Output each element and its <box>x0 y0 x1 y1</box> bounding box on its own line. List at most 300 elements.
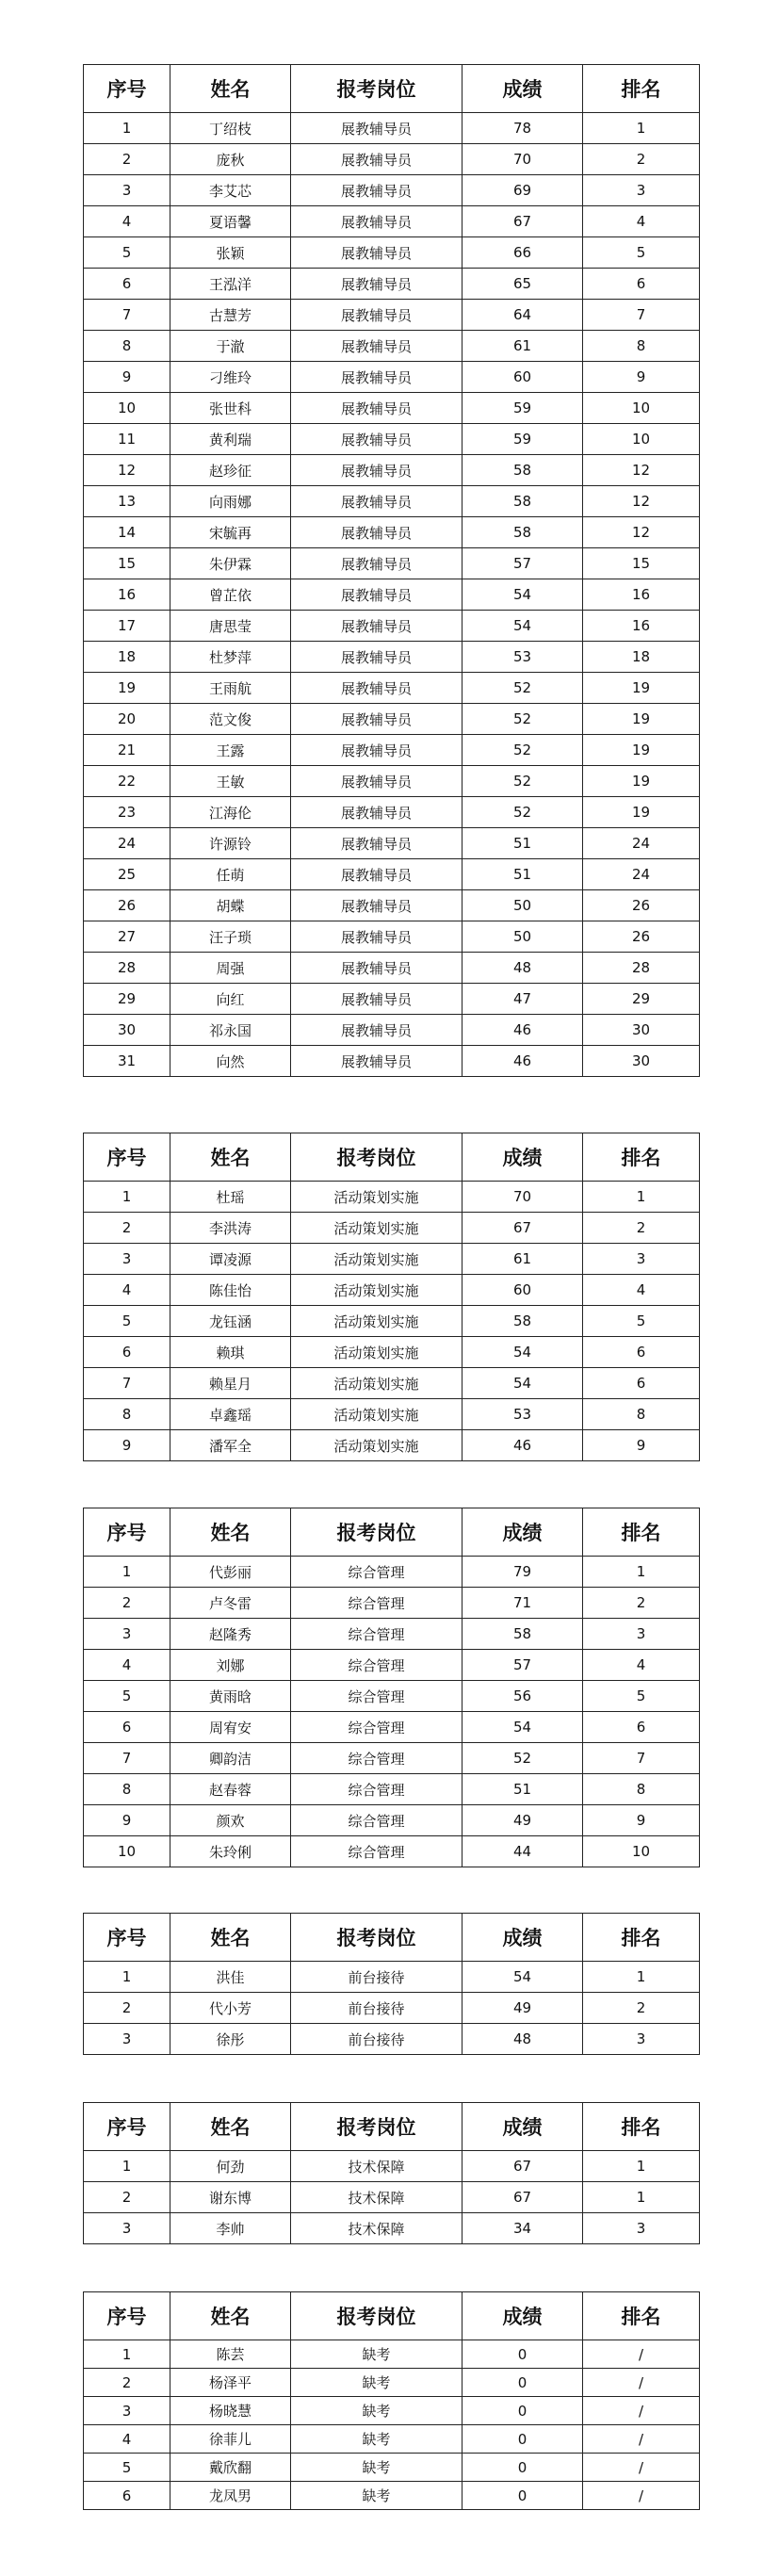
cell-name: 江海伦 <box>170 797 291 828</box>
table-row <box>84 548 700 579</box>
cell-score: 0 <box>463 2397 583 2425</box>
results-table-4 <box>83 1913 699 2055</box>
cell-seq: 16 <box>84 579 170 611</box>
cell-rank: 2 <box>583 1213 700 1244</box>
cell-rank: / <box>583 2397 700 2425</box>
cell-name: 徐彤 <box>170 2024 291 2055</box>
cell-rank: 24 <box>583 828 700 859</box>
table-row <box>84 424 700 455</box>
cell-seq: 14 <box>84 517 170 548</box>
table-row <box>84 1681 700 1712</box>
table-header-row <box>84 1914 700 1962</box>
table-row <box>84 1805 700 1836</box>
cell-name: 李洪涛 <box>170 1213 291 1244</box>
table-header-row <box>84 1133 700 1182</box>
cell-post: 展教辅导员 <box>291 113 463 144</box>
table-row <box>84 2182 700 2213</box>
cell-name: 杨泽平 <box>170 2369 291 2397</box>
cell-seq: 18 <box>84 642 170 673</box>
cell-name: 向红 <box>170 984 291 1015</box>
cell-score: 49 <box>463 1993 583 2024</box>
table-row <box>84 1836 700 1867</box>
header-post: 报考岗位 <box>291 2292 463 2340</box>
cell-seq: 22 <box>84 766 170 797</box>
cell-seq: 30 <box>84 1015 170 1046</box>
cell-post: 活动策划实施 <box>291 1368 463 1399</box>
cell-name: 周宥安 <box>170 1712 291 1743</box>
cell-name: 赖琪 <box>170 1337 291 1368</box>
header-rank: 排名 <box>583 1914 700 1962</box>
cell-score: 0 <box>463 2340 583 2369</box>
cell-score: 66 <box>463 237 583 269</box>
cell-post: 展教辅导员 <box>291 424 463 455</box>
table-row <box>84 859 700 890</box>
cell-seq: 15 <box>84 548 170 579</box>
cell-seq: 1 <box>84 1962 170 1993</box>
cell-post: 缺考 <box>291 2340 463 2369</box>
cell-name: 卿韵洁 <box>170 1743 291 1774</box>
table-row <box>84 1619 700 1650</box>
cell-score: 34 <box>463 2213 583 2244</box>
cell-score: 61 <box>463 331 583 362</box>
cell-seq: 4 <box>84 1650 170 1681</box>
cell-name: 丁绍枝 <box>170 113 291 144</box>
cell-post: 综合管理 <box>291 1774 463 1805</box>
cell-seq: 19 <box>84 673 170 704</box>
cell-name: 王泓洋 <box>170 269 291 300</box>
cell-rank: 8 <box>583 331 700 362</box>
cell-seq: 12 <box>84 455 170 486</box>
cell-rank: 6 <box>583 1368 700 1399</box>
table-row <box>84 2425 700 2454</box>
cell-post: 活动策划实施 <box>291 1430 463 1461</box>
header-score: 成绩 <box>463 1508 583 1557</box>
cell-score: 70 <box>463 144 583 175</box>
table-row <box>84 1743 700 1774</box>
cell-seq: 9 <box>84 362 170 393</box>
cell-seq: 6 <box>84 1712 170 1743</box>
cell-post: 综合管理 <box>291 1588 463 1619</box>
table-row <box>84 1557 700 1588</box>
cell-score: 51 <box>463 1774 583 1805</box>
table-row <box>84 673 700 704</box>
cell-score: 65 <box>463 269 583 300</box>
cell-post: 展教辅导员 <box>291 517 463 548</box>
table-row <box>84 2454 700 2482</box>
cell-post: 缺考 <box>291 2454 463 2482</box>
cell-rank: / <box>583 2425 700 2454</box>
cell-post: 活动策划实施 <box>291 1244 463 1275</box>
table-row <box>84 393 700 424</box>
cell-score: 60 <box>463 362 583 393</box>
cell-seq: 17 <box>84 611 170 642</box>
header-post: 报考岗位 <box>291 65 463 113</box>
header-score: 成绩 <box>463 65 583 113</box>
cell-score: 0 <box>463 2369 583 2397</box>
cell-name: 汪子琐 <box>170 921 291 953</box>
cell-score: 58 <box>463 455 583 486</box>
cell-seq: 9 <box>84 1805 170 1836</box>
results-table-grid <box>83 2291 700 2510</box>
cell-post: 展教辅导员 <box>291 206 463 237</box>
cell-name: 范文俊 <box>170 704 291 735</box>
cell-name: 黄利瑞 <box>170 424 291 455</box>
header-rank: 排名 <box>583 2103 700 2151</box>
table-row <box>84 828 700 859</box>
cell-score: 79 <box>463 1557 583 1588</box>
cell-rank: 2 <box>583 144 700 175</box>
table-row <box>84 1430 700 1461</box>
cell-post: 展教辅导员 <box>291 1046 463 1077</box>
cell-rank: 19 <box>583 735 700 766</box>
cell-seq: 27 <box>84 921 170 953</box>
table-row <box>84 175 700 206</box>
cell-score: 69 <box>463 175 583 206</box>
cell-seq: 3 <box>84 175 170 206</box>
cell-post: 缺考 <box>291 2425 463 2454</box>
cell-seq: 3 <box>84 2213 170 2244</box>
cell-score: 78 <box>463 113 583 144</box>
cell-score: 61 <box>463 1244 583 1275</box>
table-row <box>84 300 700 331</box>
cell-name: 赵珍征 <box>170 455 291 486</box>
cell-post: 展教辅导员 <box>291 579 463 611</box>
cell-seq: 7 <box>84 1368 170 1399</box>
header-name: 姓名 <box>170 2292 291 2340</box>
cell-seq: 5 <box>84 2454 170 2482</box>
cell-seq: 1 <box>84 1557 170 1588</box>
cell-post: 综合管理 <box>291 1712 463 1743</box>
cell-name: 谢东博 <box>170 2182 291 2213</box>
cell-score: 52 <box>463 704 583 735</box>
cell-rank: 12 <box>583 486 700 517</box>
cell-seq: 1 <box>84 2340 170 2369</box>
cell-rank: 5 <box>583 1306 700 1337</box>
cell-seq: 7 <box>84 300 170 331</box>
cell-name: 陈芸 <box>170 2340 291 2369</box>
cell-seq: 5 <box>84 1306 170 1337</box>
table-row <box>84 1337 700 1368</box>
cell-rank: 9 <box>583 362 700 393</box>
cell-score: 53 <box>463 642 583 673</box>
header-score: 成绩 <box>463 1914 583 1962</box>
header-post: 报考岗位 <box>291 1914 463 1962</box>
cell-rank: 10 <box>583 1836 700 1867</box>
cell-post: 展教辅导员 <box>291 175 463 206</box>
cell-name: 唐思莹 <box>170 611 291 642</box>
cell-name: 王敏 <box>170 766 291 797</box>
header-seq: 序号 <box>84 1133 170 1182</box>
cell-seq: 7 <box>84 1743 170 1774</box>
results-table-grid <box>83 1913 700 2055</box>
cell-score: 48 <box>463 2024 583 2055</box>
cell-post: 前台接待 <box>291 2024 463 2055</box>
cell-post: 展教辅导员 <box>291 269 463 300</box>
cell-rank: 30 <box>583 1015 700 1046</box>
cell-score: 46 <box>463 1046 583 1077</box>
cell-score: 67 <box>463 1213 583 1244</box>
cell-score: 49 <box>463 1805 583 1836</box>
cell-name: 代彭丽 <box>170 1557 291 1588</box>
results-table-grid <box>83 2102 700 2244</box>
cell-name: 胡蝶 <box>170 890 291 921</box>
results-table-2 <box>83 1133 699 1461</box>
cell-seq: 1 <box>84 1182 170 1213</box>
cell-post: 综合管理 <box>291 1681 463 1712</box>
cell-score: 51 <box>463 828 583 859</box>
cell-post: 技术保障 <box>291 2213 463 2244</box>
cell-name: 王雨航 <box>170 673 291 704</box>
table-row <box>84 1712 700 1743</box>
cell-score: 57 <box>463 548 583 579</box>
results-table-grid <box>83 1133 700 1461</box>
cell-score: 54 <box>463 579 583 611</box>
cell-rank: 19 <box>583 766 700 797</box>
cell-name: 王露 <box>170 735 291 766</box>
cell-name: 代小芳 <box>170 1993 291 2024</box>
table-row <box>84 517 700 548</box>
table-row <box>84 1015 700 1046</box>
cell-post: 综合管理 <box>291 1805 463 1836</box>
cell-post: 展教辅导员 <box>291 486 463 517</box>
cell-rank: 1 <box>583 1557 700 1588</box>
cell-rank: / <box>583 2454 700 2482</box>
table-row <box>84 486 700 517</box>
cell-rank: 3 <box>583 175 700 206</box>
cell-name: 张世科 <box>170 393 291 424</box>
cell-post: 活动策划实施 <box>291 1213 463 1244</box>
table-row <box>84 2024 700 2055</box>
cell-seq: 5 <box>84 237 170 269</box>
cell-score: 52 <box>463 766 583 797</box>
cell-rank: 29 <box>583 984 700 1015</box>
table-row <box>84 455 700 486</box>
table-row <box>84 1244 700 1275</box>
cell-post: 展教辅导员 <box>291 144 463 175</box>
cell-score: 67 <box>463 2151 583 2182</box>
cell-name: 周强 <box>170 953 291 984</box>
cell-post: 展教辅导员 <box>291 921 463 953</box>
table-row <box>84 362 700 393</box>
table-row <box>84 1588 700 1619</box>
cell-score: 70 <box>463 1182 583 1213</box>
cell-score: 58 <box>463 486 583 517</box>
cell-name: 龙钰涵 <box>170 1306 291 1337</box>
cell-name: 龙凤男 <box>170 2482 291 2510</box>
header-rank: 排名 <box>583 1508 700 1557</box>
cell-rank: 26 <box>583 921 700 953</box>
cell-post: 展教辅导员 <box>291 611 463 642</box>
cell-post: 展教辅导员 <box>291 300 463 331</box>
cell-rank: 28 <box>583 953 700 984</box>
cell-seq: 25 <box>84 859 170 890</box>
cell-seq: 31 <box>84 1046 170 1077</box>
cell-name: 赵隆秀 <box>170 1619 291 1650</box>
cell-rank: 7 <box>583 1743 700 1774</box>
cell-rank: 3 <box>583 2213 700 2244</box>
cell-post: 缺考 <box>291 2369 463 2397</box>
cell-name: 许源铃 <box>170 828 291 859</box>
cell-seq: 4 <box>84 206 170 237</box>
results-table-grid <box>83 64 700 1077</box>
cell-post: 活动策划实施 <box>291 1399 463 1430</box>
table-header-row <box>84 1508 700 1557</box>
cell-score: 59 <box>463 424 583 455</box>
header-seq: 序号 <box>84 1508 170 1557</box>
cell-name: 宋毓再 <box>170 517 291 548</box>
cell-rank: 6 <box>583 1712 700 1743</box>
cell-seq: 5 <box>84 1681 170 1712</box>
cell-rank: 26 <box>583 890 700 921</box>
cell-rank: 8 <box>583 1399 700 1430</box>
cell-rank: 1 <box>583 113 700 144</box>
header-seq: 序号 <box>84 1914 170 1962</box>
header-post: 报考岗位 <box>291 1133 463 1182</box>
cell-seq: 3 <box>84 2397 170 2425</box>
table-row <box>84 1275 700 1306</box>
header-name: 姓名 <box>170 1508 291 1557</box>
cell-score: 52 <box>463 797 583 828</box>
cell-rank: 15 <box>583 548 700 579</box>
table-row <box>84 1650 700 1681</box>
cell-name: 颜欢 <box>170 1805 291 1836</box>
cell-score: 48 <box>463 953 583 984</box>
cell-score: 54 <box>463 611 583 642</box>
cell-name: 古慧芳 <box>170 300 291 331</box>
table-row <box>84 2340 700 2369</box>
cell-seq: 29 <box>84 984 170 1015</box>
cell-post: 展教辅导员 <box>291 766 463 797</box>
table-row <box>84 2213 700 2244</box>
cell-score: 53 <box>463 1399 583 1430</box>
cell-rank: 16 <box>583 579 700 611</box>
cell-post: 技术保障 <box>291 2182 463 2213</box>
cell-rank: 9 <box>583 1805 700 1836</box>
table-header-row <box>84 2103 700 2151</box>
table-row <box>84 984 700 1015</box>
cell-rank: 5 <box>583 1681 700 1712</box>
cell-rank: 5 <box>583 237 700 269</box>
results-table-1 <box>83 64 699 1077</box>
cell-rank: 8 <box>583 1774 700 1805</box>
cell-seq: 2 <box>84 1588 170 1619</box>
cell-score: 57 <box>463 1650 583 1681</box>
cell-rank: 12 <box>583 517 700 548</box>
cell-score: 58 <box>463 517 583 548</box>
table-row <box>84 766 700 797</box>
cell-score: 58 <box>463 1619 583 1650</box>
header-score: 成绩 <box>463 2103 583 2151</box>
cell-seq: 10 <box>84 1836 170 1867</box>
cell-rank: 4 <box>583 1275 700 1306</box>
cell-rank: 1 <box>583 2182 700 2213</box>
cell-seq: 4 <box>84 2425 170 2454</box>
cell-rank: 18 <box>583 642 700 673</box>
cell-name: 杨晓慧 <box>170 2397 291 2425</box>
cell-post: 缺考 <box>291 2397 463 2425</box>
cell-post: 展教辅导员 <box>291 1015 463 1046</box>
cell-score: 51 <box>463 859 583 890</box>
cell-seq: 10 <box>84 393 170 424</box>
cell-post: 综合管理 <box>291 1650 463 1681</box>
table-row <box>84 1213 700 1244</box>
cell-post: 前台接待 <box>291 1962 463 1993</box>
cell-rank: 6 <box>583 269 700 300</box>
cell-rank: 2 <box>583 1993 700 2024</box>
table-row <box>84 237 700 269</box>
cell-rank: / <box>583 2340 700 2369</box>
cell-post: 活动策划实施 <box>291 1182 463 1213</box>
cell-post: 展教辅导员 <box>291 673 463 704</box>
cell-post: 缺考 <box>291 2482 463 2510</box>
cell-name: 徐菲儿 <box>170 2425 291 2454</box>
cell-name: 卢冬雷 <box>170 1588 291 1619</box>
cell-name: 潘军全 <box>170 1430 291 1461</box>
cell-post: 展教辅导员 <box>291 890 463 921</box>
table-row <box>84 1182 700 1213</box>
table-row <box>84 1368 700 1399</box>
cell-name: 夏语馨 <box>170 206 291 237</box>
cell-rank: 19 <box>583 673 700 704</box>
cell-rank: 1 <box>583 1962 700 1993</box>
table-row <box>84 2369 700 2397</box>
cell-seq: 2 <box>84 1993 170 2024</box>
cell-name: 任萌 <box>170 859 291 890</box>
cell-rank: 4 <box>583 1650 700 1681</box>
table-row <box>84 1962 700 1993</box>
cell-name: 刘娜 <box>170 1650 291 1681</box>
results-table-5 <box>83 2102 699 2244</box>
table-row <box>84 2482 700 2510</box>
cell-name: 刁维玲 <box>170 362 291 393</box>
header-seq: 序号 <box>84 65 170 113</box>
table-row <box>84 579 700 611</box>
cell-seq: 6 <box>84 2482 170 2510</box>
cell-rank: 2 <box>583 1588 700 1619</box>
table-row <box>84 1399 700 1430</box>
cell-post: 展教辅导员 <box>291 455 463 486</box>
table-row <box>84 2151 700 2182</box>
cell-seq: 13 <box>84 486 170 517</box>
table-row <box>84 144 700 175</box>
header-score: 成绩 <box>463 2292 583 2340</box>
cell-seq: 8 <box>84 1399 170 1430</box>
table-row <box>84 953 700 984</box>
cell-post: 活动策划实施 <box>291 1306 463 1337</box>
cell-name: 黄雨晗 <box>170 1681 291 1712</box>
cell-seq: 24 <box>84 828 170 859</box>
cell-rank: 7 <box>583 300 700 331</box>
cell-name: 向雨娜 <box>170 486 291 517</box>
cell-rank: 3 <box>583 1244 700 1275</box>
cell-name: 陈佳怡 <box>170 1275 291 1306</box>
cell-score: 46 <box>463 1015 583 1046</box>
cell-rank: 16 <box>583 611 700 642</box>
cell-score: 0 <box>463 2482 583 2510</box>
cell-name: 朱伊霖 <box>170 548 291 579</box>
table-row <box>84 921 700 953</box>
cell-name: 赵春蓉 <box>170 1774 291 1805</box>
cell-post: 展教辅导员 <box>291 984 463 1015</box>
cell-score: 71 <box>463 1588 583 1619</box>
cell-name: 戴欣翻 <box>170 2454 291 2482</box>
cell-name: 李帅 <box>170 2213 291 2244</box>
cell-name: 杜梦萍 <box>170 642 291 673</box>
cell-rank: / <box>583 2369 700 2397</box>
cell-score: 54 <box>463 1712 583 1743</box>
header-post: 报考岗位 <box>291 2103 463 2151</box>
cell-score: 0 <box>463 2425 583 2454</box>
